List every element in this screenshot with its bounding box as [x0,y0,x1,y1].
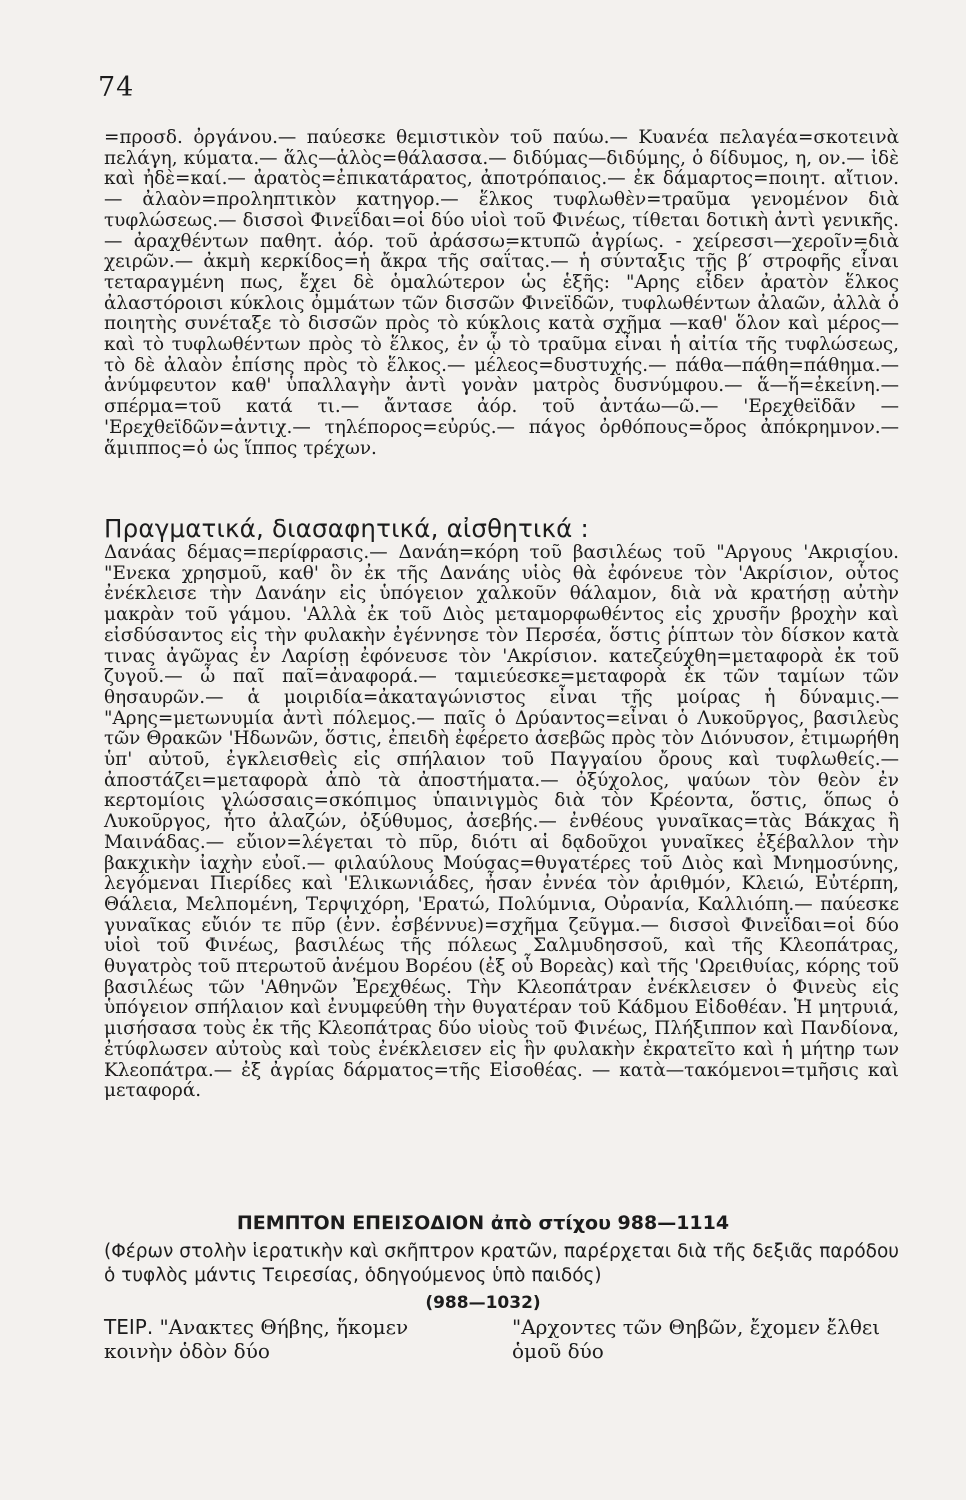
greek-line-1-text: "Ανακτες Θήβης, ἥκομεν [159,1315,409,1339]
verse-range: (988—1032) [425,1293,541,1313]
lexical-notes [104,128,899,459]
stage-direction: (Φέρων στολὴν ἱερατικὴν καὶ σκῆπτρον κρατῶν, παρέρχεται διὰ τῆς δεξιᾶς παρόδου ὁ τυφλὸς μάντις Τειρεσίας, ὁδηγούμενος ὑπὸ παιδός) [104,1241,899,1286]
translation-column [512,1315,907,1363]
pragmatika-paragraph: Δανάας δέμας=περίφρασις.— Δανάη=κόρη τοῦ βασιλέως τοῦ "Αργους 'Ακρισίου. "Ενεκα χρησμοῦ, καθ' ὃν ἐκ τῆς Δανάης υἱὸς θὰ ἐφόνευε τὸν 'Ακρίσιον, οὗτος ἐνέκλεισε τὴν Δανάην εἰς ὑπόγειον χαλκοῦν θάλαμον, διὰ νὰ κρατήσῃ αὐτὴν μακρὰν τοῦ γάμου. 'Αλλὰ ἐκ τοῦ Διὸς μεταμορφωθέντος εἰς χρυσῆν βροχὴν καὶ εἰσδύσαντος εἰς τὴν φυλακὴν ἐγέννησε τὸν Περσέα, ὅστις ῥίπτων τὸν δίσκον κατὰ τινας ἀγῶνας ἐν Λαρίσῃ ἐφόνευσε τὸν 'Ακρίσιον. κατεζεύχθη=μεταφορὰ ἐκ τοῦ ζυγοῦ.— ὦ παῖ παῖ=ἀναφορά.— ταμιεύεσκε=μεταφορὰ ἐκ τῶν ταμίων τῶν θησαυρῶν.— ἁ μοιριδία=ἀκαταγώνιστος εἶναι τῆς μοίρας ἡ δύναμις.— "Αρης=μετωνυμία ἀντὶ πόλεμος.— παῖς ὁ Δρύαντος=εἶναι ὁ Λυκοῦργος, βασιλεὺς τῶν Θρακῶν 'Ηδωνῶν, ὅστις, ἐπειδὴ ἐφέρετο ἀσεβῶς πρὸς τὸν Διόνυσον, ἐτιμωρήθη ὑπ' αὐτοῦ, ἐγκλεισθεὶς εἰς σπήλαιον τοῦ Παγγαίου ὄρους καὶ τυφλωθείς.— ἀποστάζει=μεταφορὰ ἀπὸ τὰ ἀποστήματα.— ὀξύχολος, ψαύων τὸν θεὸν ἐν κερτομίοις γλώσσαις=σκόπιμος ὑπαινιγμὸς διὰ τὸν Κρέοντα, ὅστις, ὅπως ὁ Λυκοῦργος, ἦτο ἀλαζών, ὀξύθυμος, ἀσεβής.— ἐνθέους γυναῖκας=τὰς Βάκχας ἢ Μαινάδας.— εὔιον=λέγεται τὸ πῦρ, διότι αἱ δᾳδοῦχοι γυναῖκες ἐξέβαλλον τὴν βακχικὴν ἰαχὴν εὐοῖ.— φιλαύλους Μούσας=θυγατέρες τοῦ Διὸς καὶ Μνημοσύνης, λεγόμεναι Πιερίδες καὶ 'Ελικωνιάδες, ἦσαν ἐννέα τὸν ἀριθμόν, Κλειώ, Εὐτέρπη, Θάλεια, Μελπομένη, Τερψιχόρη, 'Ερατώ, Πολύμνια, Οὐρανία, Καλλιόπη.— παύεσκε γυναῖκας εὔιόν τε πῦρ (ἐνν. ἐσβέννυε)=σχῆμα ζεῦγμα.— δισσοὶ Φινεΐδαι=οἱ δύο υἱοὶ τοῦ Φινέως, βασιλέως τῆς πόλεως Σαλμυδησσοῦ, καὶ τῆς Κλεοπάτρας, θυγατρὸς τοῦ πτερωτοῦ ἀνέμου Βορέου (ἐξ οὗ Βορεὰς) καὶ τῆς 'Ωρειθυίας, κόρης τοῦ βασιλέως τῶν 'Αθηνῶν Ἐρεχθέως. Τὴν Κλεοπάτραν ἐνέκλεισεν ὁ Φινεὺς εἰς ὑπόγειον σπήλαιον καὶ ἐνυμφεύθη τὴν θυγατέραν τοῦ Κάδμου Εἰδοθέαν. Ἡ μητρυιά, μισήσασα τοὺς ἐκ τῆς Κλεοπάτρας δύο υἱοὺς τοῦ Φινέως, Πλήξιππον καὶ Πανδίονα, ἐτύφλωσεν αὐτοὺς καὶ τοὺς ἐνέκλεισεν εἰς ἣν φυλακὴν ἐκρατεῖτο καὶ ἡ μήτηρ των Κλεοπάτρα.— ἐξ ἀγρίας δάρματος=τῆς Εἰσοθέας. — κατὰ—τακόμενοι=τμῆσις καὶ μεταφορά. [104,542,899,1102]
translation-line-1: "Αρχοντες τῶν Θηβῶν, ἔχομεν ἔλθει [512,1315,881,1339]
page-number: 74 [98,72,135,103]
explanatory-notes [104,543,899,1102]
episode-title: ΠΕΜΠΤΟΝ ΕΠΕΙΣΟΔΙΟΝ ἀπὸ στίχου 988—1114 [236,1212,730,1234]
translation-line-2: ὁμοῦ δύο [512,1339,604,1363]
speaker-label: ΤΕΙΡ. [104,1315,154,1339]
greek-line-1 [104,1315,474,1339]
section-heading: Πραγματικά, διασαφητικά, αἰσθητικά : [104,514,589,543]
greek-text-column [104,1315,474,1363]
notes-paragraph: =προσδ. ὀργάνου.— παύεσκε θεμιστικὸν τοῦ παύω.— Κυανέα πελαγέα=σκοτεινὰ πελάγη, κύματα.— ἅλς—ἁλὸς=θάλασσα.— διδύμας—διδύμης, ὁ δίδυμος, η, ον.— ἰδὲ καὶ ἠδὲ=καί.— ἀρατὸς=ἐπικατάρατος, ἀποτρόπαιος.— ἐκ δάμαρτος=ποιητ. αἴτιον.— ἀλαὸν=προληπτικὸν κατηγορ.— ἕλκος τυφλωθὲν=τραῦμα γενομένον διὰ τυφλώσεως.— δισσοὶ Φινεΐδαι=οἱ δύο υἱοὶ τοῦ Φινέως, τίθεται δοτικὴ ἀντὶ γενικῆς.— ἀραχθέντων παθητ. ἀόρ. τοῦ ἀράσσω=κτυπῶ ἀγρίως. - χείρεσσι—χεροῖν=διὰ χειρῶν.— ἀκμὴ κερκίδος=ἡ ἄκρα τῆς σαΐτας.— ἡ σύνταξις τῆς β′ στροφῆς εἶναι τεταραγμένη πως, ἔχει δὲ ὁμαλώτερον ὡς ἑξῆς: "Αρης εἶδεν ἀρατὸν ἕλκος ἀλαστόροισι κύκλοις ὀμμάτων τῶν δισσῶν Φινεϊδῶν, τυφλωθέντων ἀλαῶν, ἀλλὰ ὁ ποιητὴς συνέταξε τὸ δισσῶν πρὸς τὸ κύκλοις κατὰ σχῆμα —καθ' ὅλον καὶ μέρος—καὶ τὸ τυφλωθέντων πρὸς τὸ ἕλκος, ἐν ᾧ τὸ τραῦμα εἶναι ἡ αἰτία τῆς τυφλώσεως, τὸ δὲ ἀλαὸν ἐπίσης πρὸς τὸ ἕλκος.— μέλεος=δυστυχής.— πάθα—πάθη=πάθημα.— ἀνύμφευτον καθ' ὑπαλλαγὴν ἀντὶ γονὰν ματρὸς δυσνύμφου.— ἅ—ἥ=ἐκείνη.— σπέρμα=τοῦ κατά τι.— ἄντασε ἀόρ. τοῦ ἀντάω—ῶ.— 'Ερεχθεϊδᾶν — 'Ερεχθεϊδῶν=ἀντιχ.— τηλέπορος=εὐρύς.— πάγος ὀρθόπους=ὄρος ἀπόκρημνον.—ἅμιππος=ὁ ὡς ἵππος τρέχων. [104,127,899,459]
greek-line-2: κοινὴν ὁδὸν δύο [104,1339,270,1363]
